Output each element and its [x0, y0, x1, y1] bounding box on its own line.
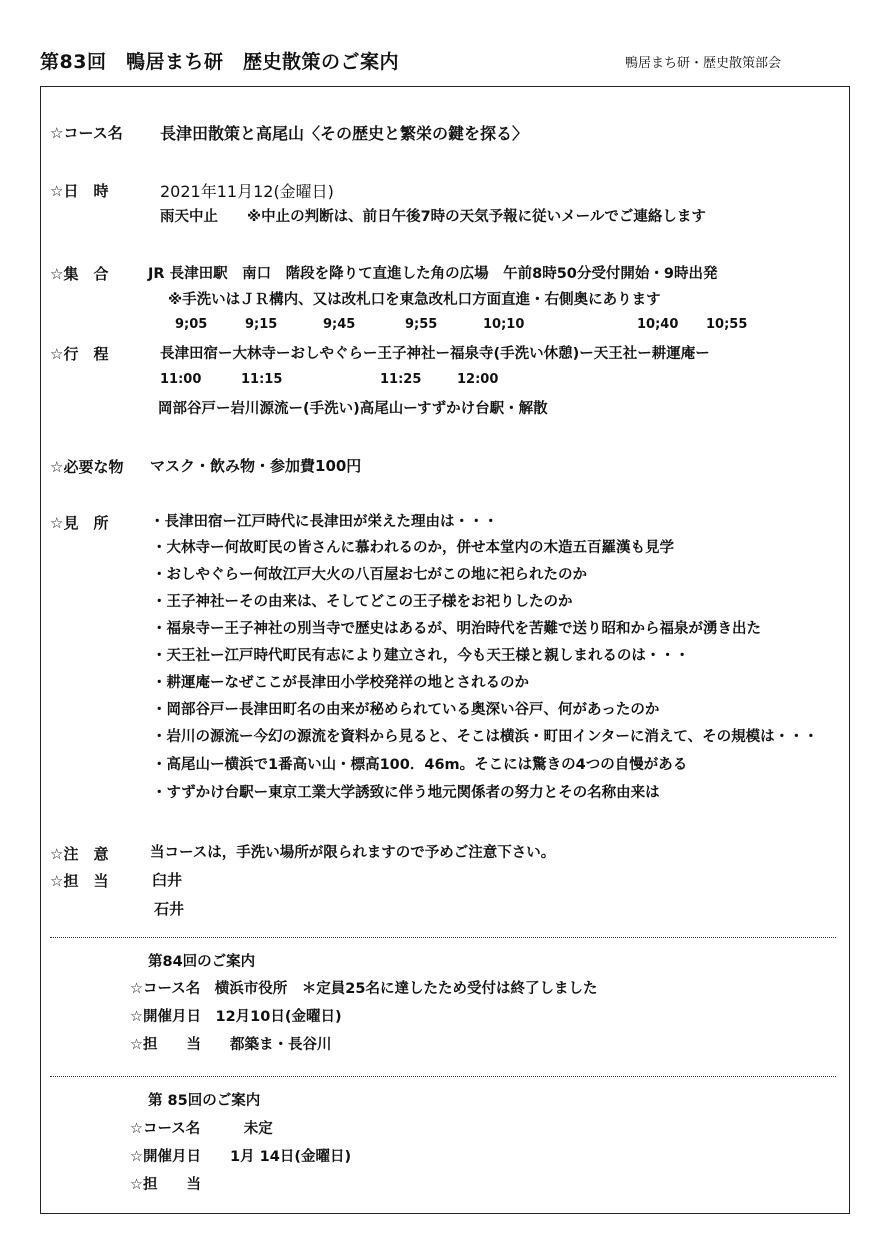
- time-stamp: 9;05: [175, 317, 208, 332]
- highlight-item: ・天王社ー江戸時代町民有志により建立され，今も天王様と親しまれるのは・・・: [152, 648, 690, 664]
- staff-label: ☆担 当: [50, 872, 109, 890]
- next-84-heading: 第84回のご案内: [148, 954, 256, 970]
- highlight-item: ・すずかけ台駅ー東京工業大学誘致に伴う地元関係者の努力とその名称由来は: [152, 785, 660, 801]
- time-stamp: 9;55: [405, 317, 438, 332]
- organizer-name: 鴨居まち研・歴史散策部会: [625, 56, 782, 71]
- date-value: 2021年11月12(金曜日): [160, 182, 334, 201]
- meeting-note: ※手洗いはＪＲ構内、又は改札口を東急改札口方面直進・右側奥にあります: [168, 292, 661, 308]
- time-stamp: 9;45: [323, 317, 356, 332]
- time-stamp: 12:00: [457, 372, 499, 387]
- highlight-item: ・岡部谷戸ー長津田町名の由来が秘められている奥深い谷戸、何があったのか: [152, 702, 660, 718]
- itinerary-route-1: 長津田宿ー大林寺ーおしやぐらー王子神社ー福泉寺(手洗い休憩)ー天王社ー耕運庵ー: [160, 346, 710, 362]
- highlight-item: ・大林寺ー何故町民の皆さんに慕われるのか，併せ本堂内の木造五百羅漢も見学: [152, 540, 674, 556]
- time-stamp: 10;10: [483, 317, 525, 332]
- next-84-staff: ☆担 当 都築ま・長谷川: [130, 1037, 332, 1053]
- highlight-item: ・岩川の源流ー今幻の源流を資料から見ると、そこは横浜・町田インターに消えて、その規模は・・・: [152, 729, 819, 745]
- section-divider: [50, 937, 836, 938]
- items-label: ☆必要な物: [50, 458, 124, 476]
- caution-label: ☆注 意: [50, 845, 109, 863]
- itinerary-route-2: 岡部谷戸ー岩川源流ー(手洗い)高尾山ーすずかけ台駅・解散: [158, 401, 548, 417]
- highlight-item: ・高尾山ー横浜で1番高い山・標高100．46m。そこには驚きの4つの自慢がある: [152, 757, 688, 773]
- course-label: ☆コース名: [50, 124, 123, 142]
- highlight-item: ・王子神社ーその由来は、そしてどこの王子様をお祀りしたのか: [152, 594, 573, 610]
- itinerary-label: ☆行 程: [50, 345, 109, 363]
- time-stamp: 10;55: [706, 317, 748, 332]
- time-stamp: 11:15: [241, 372, 283, 387]
- staff-person: 石井: [154, 900, 185, 918]
- caution-value: 当コースは，手洗い場所が限られますので予めご注意下さい。: [150, 845, 556, 861]
- next-85-date: ☆開催月日 1月 14日(金曜日): [130, 1149, 352, 1165]
- highlights-label: ☆見 所: [50, 514, 109, 532]
- highlight-item: ・長津田宿ー江戸時代に長津田が栄えた理由は・・・: [150, 514, 498, 530]
- page-title: 第83回 鴨居まち研 歴史散策のご案内: [40, 51, 399, 73]
- next-84-course: ☆コース名 横浜市役所 ＊定員25名に達したため受付は終了しました: [130, 981, 598, 997]
- date-label: ☆日 時: [50, 182, 109, 200]
- time-stamp: 9;15: [245, 317, 278, 332]
- highlight-item: ・耕運庵ーなぜここが長津田小学校発祥の地とされるのか: [152, 675, 529, 691]
- staff-person: 臼井: [152, 871, 183, 889]
- meeting-label: ☆集 合: [50, 265, 109, 283]
- time-stamp: 11:25: [380, 372, 422, 387]
- highlight-item: ・福泉寺ー王子神社の別当寺で歴史はあるが、明治時代を苦難で送り昭和から福泉が湧き出た: [152, 621, 761, 637]
- next-85-heading: 第 85回のご案内: [148, 1093, 261, 1109]
- section-divider: [50, 1076, 836, 1077]
- next-84-date: ☆開催月日 12月10日(金曜日): [130, 1009, 342, 1025]
- time-stamp: 10;40: [637, 317, 679, 332]
- meeting-place: JR 長津田駅 南口 階段を降りて直進した角の広場 午前8時50分受付開始・9時出発: [148, 266, 718, 282]
- date-note: 雨天中止 ※中止の判断は、前日午後7時の天気予報に従いメールでご連絡します: [160, 209, 706, 225]
- next-85-staff: ☆担 当: [130, 1177, 201, 1193]
- items-value: マスク・飲み物・参加費100円: [150, 457, 362, 475]
- highlight-item: ・おしやぐらー何故江戸大火の八百屋お七がこの地に祀られたのか: [152, 567, 587, 583]
- time-stamp: 11:00: [160, 372, 202, 387]
- course-name: 長津田散策と高尾山〈その歴史と繁栄の鍵を探る〉: [160, 124, 529, 143]
- next-85-course: ☆コース名 未定: [130, 1121, 273, 1137]
